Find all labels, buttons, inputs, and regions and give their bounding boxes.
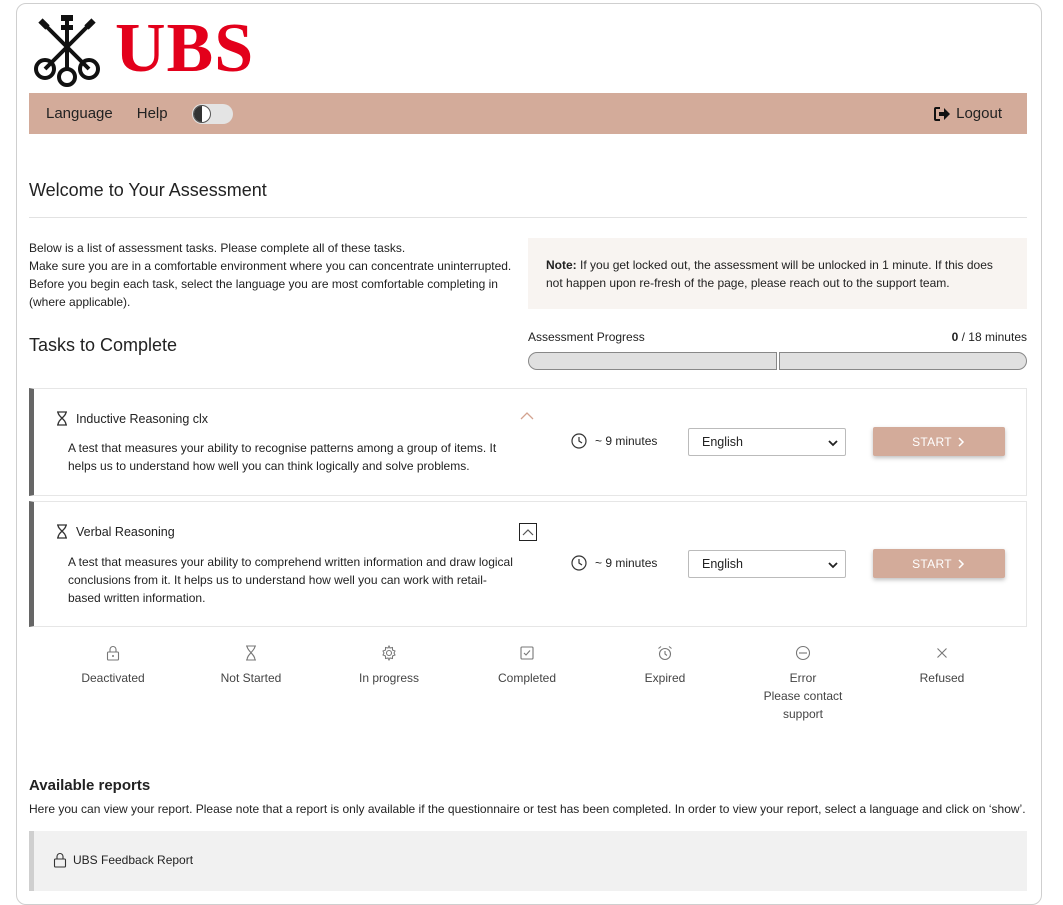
checkbox-icon: [520, 645, 534, 661]
contrast-toggle[interactable]: [192, 104, 233, 124]
page-title: Welcome to Your Assessment: [29, 180, 267, 200]
hourglass-icon: [56, 411, 68, 426]
task-description: A test that measures your ability to comprehend written information and draw logical conclusions from it. It helps us to understand how well you can work with retail-based written information.: [68, 555, 513, 605]
status-legend: [43, 645, 1013, 735]
legend-completed: [457, 645, 597, 687]
gear-icon: [381, 645, 397, 661]
note-label: Note:: [546, 258, 577, 272]
legend-refused: [872, 645, 1012, 687]
language-select[interactable]: [688, 428, 846, 456]
legend-sublabel: support: [782, 707, 824, 721]
progress-value: [952, 330, 1027, 344]
legend-label: Refused: [919, 671, 965, 685]
note-text: If you get locked out, the assessment will be unlocked in 1 minute. If this does not happen upon re-fresh of the page, please reach out to the support team.: [546, 258, 993, 290]
start-button[interactable]: [873, 549, 1005, 578]
legend-label: In progress: [358, 671, 420, 685]
task-duration: [571, 433, 657, 449]
start-label: START: [912, 556, 952, 571]
legend-not-started: [181, 645, 321, 687]
legend-label: Expired: [644, 671, 686, 685]
reports-description: Here you can view your report. Please note that a report is only available if the questionnaire or test has been completed. In order to view your report, select a language and click on ‘show’.: [29, 802, 1026, 816]
legend-label: Completed: [497, 671, 557, 685]
logout-icon: [933, 106, 951, 122]
intro-line-3: Before you begin each task, select the language you are most comfortable completing in (where applicable).: [29, 277, 498, 309]
language-menu-link[interactable]: Language: [46, 105, 113, 122]
toggle-knob: [193, 105, 211, 123]
intro-text: [29, 239, 519, 311]
ubs-wordmark: UBS: [115, 10, 255, 87]
chevron-right-icon: [956, 559, 966, 569]
collapse-toggle[interactable]: [519, 523, 537, 541]
task-card-verbal: [29, 501, 1027, 627]
tasks-title: Tasks to Complete: [29, 335, 178, 355]
top-navbar: [29, 93, 1027, 134]
chevron-up-icon: [522, 528, 534, 536]
legend-in-progress: [319, 645, 459, 687]
logout-button[interactable]: [933, 105, 1002, 122]
legend-label: Error: [789, 671, 817, 685]
report-card: [29, 831, 1027, 891]
legend-sublabel: Please contact: [763, 689, 843, 703]
x-icon: [934, 645, 950, 661]
clock-icon: [571, 433, 587, 449]
duration-label: ~ 9 minutes: [595, 434, 658, 448]
chevron-right-icon: [956, 437, 966, 447]
legend-label: Deactivated: [81, 671, 145, 685]
assessment-progress-bar: [528, 352, 1027, 370]
task-name: Inductive Reasoning clx: [76, 411, 209, 426]
start-button[interactable]: [873, 427, 1005, 456]
help-link[interactable]: Help: [136, 105, 168, 122]
selected-language: English: [702, 557, 743, 571]
legend-deactivated: [43, 645, 183, 687]
selected-language: English: [702, 435, 743, 449]
progress-done: 0: [951, 330, 959, 344]
collapse-toggle[interactable]: [519, 408, 535, 424]
divider: [29, 217, 1027, 218]
hourglass-icon: [56, 524, 68, 539]
lock-icon: [53, 852, 67, 868]
task-title: [56, 524, 175, 539]
legend-expired: [595, 645, 735, 687]
task-description: A test that measures your ability to recognise patterns among a group of items. It helps us to understand how well you can think logically and solve problems.: [68, 441, 497, 473]
lockout-note: [528, 238, 1027, 309]
language-select[interactable]: [688, 550, 846, 578]
reports-title: Available reports: [29, 777, 151, 794]
alarm-clock-icon: [657, 645, 673, 661]
legend-label: Not Started: [220, 671, 282, 685]
ubs-logo: [31, 10, 254, 88]
lock-icon: [106, 645, 120, 661]
progress-label: Assessment Progress: [528, 330, 645, 344]
report-item: [53, 852, 193, 868]
duration-label: ~ 9 minutes: [595, 556, 658, 570]
progress-segment-2: [779, 352, 1028, 370]
report-name: UBS Feedback Report: [73, 853, 194, 867]
task-name: Verbal Reasoning: [76, 524, 175, 539]
progress-segment-1: [528, 352, 777, 370]
logout-label: Logout: [956, 105, 1002, 122]
intro-line-1: Below is a list of assessment tasks. Please complete all of these tasks.: [29, 241, 406, 255]
task-card-inductive: [29, 388, 1027, 496]
chevron-down-icon: [827, 559, 839, 571]
clock-icon: [571, 555, 587, 571]
no-entry-icon: [795, 645, 811, 661]
hourglass-icon: [245, 645, 257, 661]
task-duration: [571, 555, 657, 571]
progress-total: / 18 minutes: [961, 330, 1027, 344]
ubs-keys-logo-icon: [31, 11, 103, 87]
legend-error: [733, 645, 873, 723]
chevron-up-icon: [520, 412, 534, 420]
start-label: START: [912, 434, 952, 449]
intro-line-2: Make sure you are in a comfortable environment where you can concentrate uninterrupted.: [29, 259, 512, 273]
task-title: [56, 411, 208, 426]
chevron-down-icon: [827, 437, 839, 449]
